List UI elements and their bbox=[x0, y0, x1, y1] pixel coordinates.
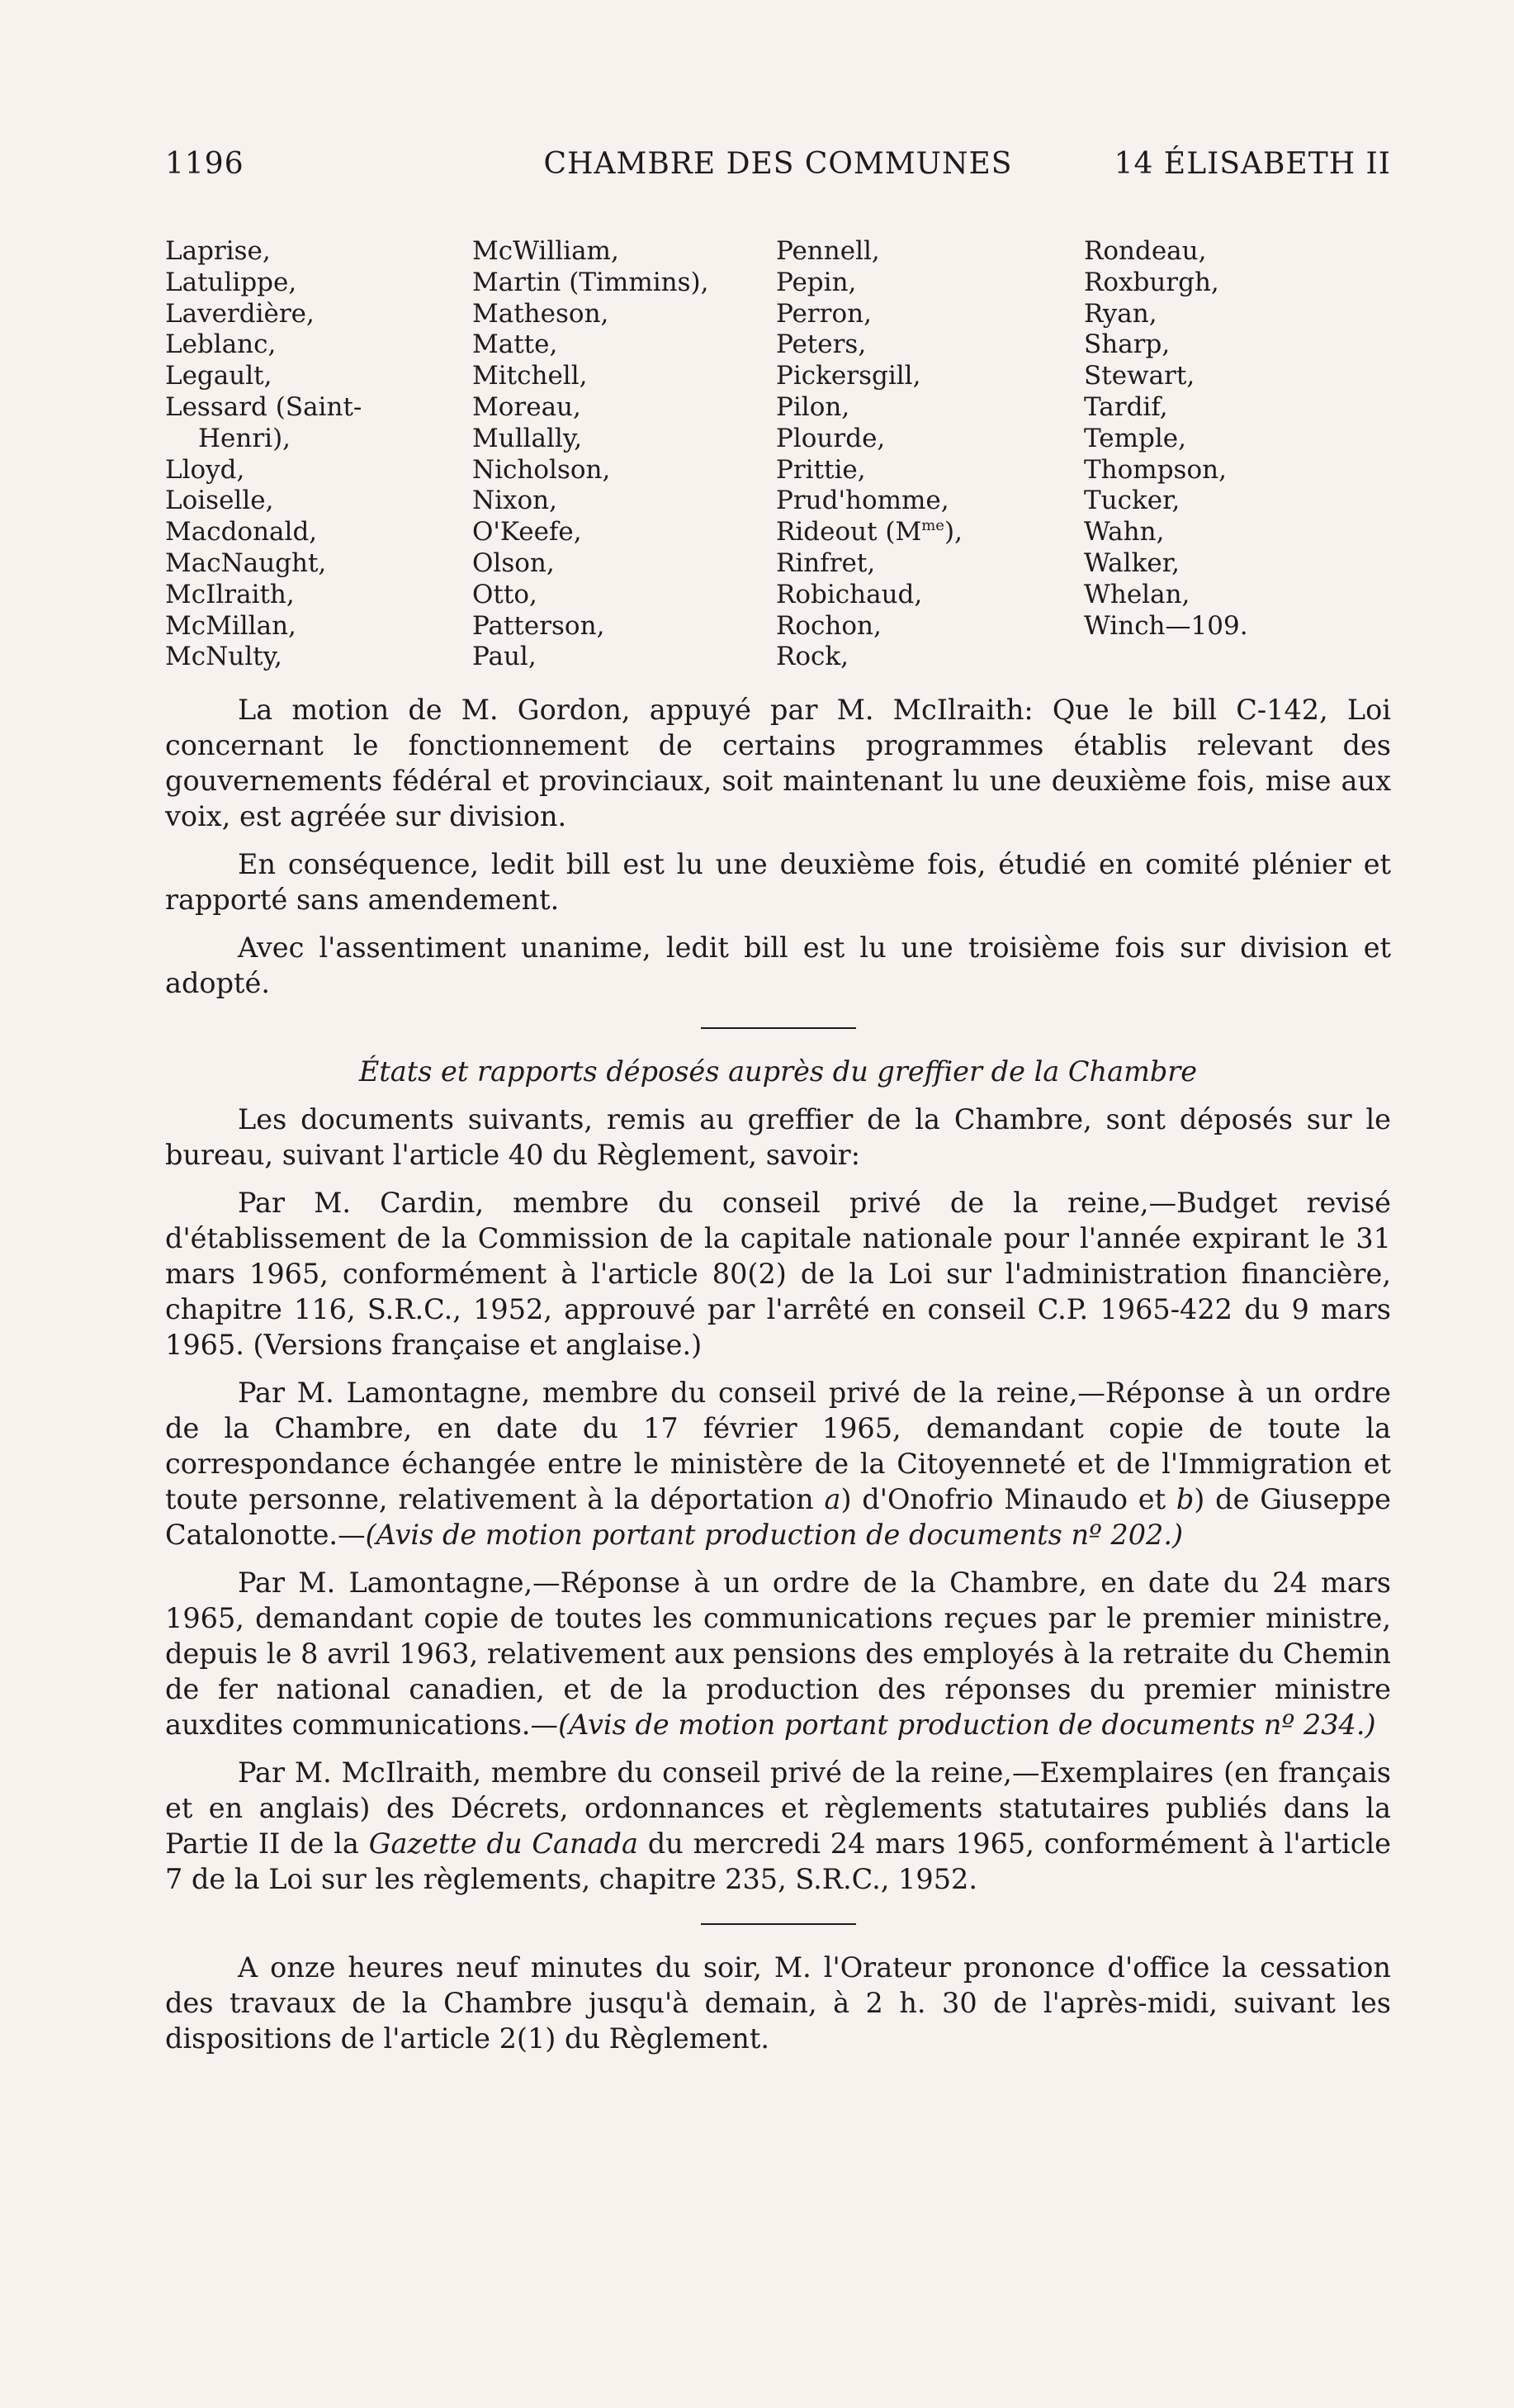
member-name: Olson, bbox=[472, 547, 555, 578]
member-name: Pickersgill, bbox=[776, 361, 921, 391]
member-name: Walker, bbox=[1084, 547, 1180, 578]
member-name: Nixon, bbox=[472, 486, 558, 516]
member-name: Tardif, bbox=[1084, 391, 1168, 422]
member-name: Martin (Timmins), bbox=[472, 267, 709, 297]
running-head bbox=[165, 147, 1391, 188]
member-name: McWilliam, bbox=[472, 236, 619, 266]
member-name: Rondeau, bbox=[1084, 236, 1207, 266]
section-divider bbox=[701, 1923, 856, 1925]
adjournment-paragraph: A onze heures neuf minutes du soir, M. l'Orateur prononce d'office la cessation des travaux de la Chambre jusqu'à demain, à 2 h. 30 de l'après-midi, suivant les dispositions de l'article 2(1) du Règlement. bbox=[165, 1951, 1391, 2055]
member-name: Rock, bbox=[776, 642, 849, 672]
member-name: Nicholson, bbox=[472, 454, 611, 485]
member-name: Mitchell, bbox=[472, 361, 588, 391]
member-name: Thompson, bbox=[1084, 454, 1227, 485]
member-name: Mullally, bbox=[472, 423, 583, 453]
member-name: Rochon, bbox=[776, 610, 882, 641]
member-name: Sharp, bbox=[1084, 329, 1171, 360]
member-name: Pepin, bbox=[776, 267, 857, 297]
member-name: Temple, bbox=[1084, 423, 1186, 453]
page-number: 1196 bbox=[165, 147, 244, 181]
member-name: Matheson, bbox=[472, 298, 609, 329]
regnal-year: 14 ÉLISABETH II bbox=[1114, 147, 1391, 181]
member-name: Legault, bbox=[165, 361, 272, 391]
member-name: Leblanc, bbox=[165, 329, 277, 360]
names-column-1 bbox=[165, 236, 362, 673]
member-name: Macdonald, bbox=[165, 517, 318, 547]
lamontagne-paragraph-1: Par M. Lamontagne, membre du conseil privé de la reine,—Réponse à un ordre de la Chambre, en date du 17 février 1965, demandant copie de toute la correspondance échangée entre le ministère de la Citoyenneté et de l'Immigration et toute personne, relativement à la déportation a) d'Onofrio Minaudo et b) de Giuseppe Catalonotte.—(Avis de motion portant production de documents nº 202.) bbox=[165, 1377, 1391, 1551]
names-column-3 bbox=[776, 236, 963, 673]
member-name: Peters, bbox=[776, 329, 867, 360]
member-name: Ryan, bbox=[1084, 298, 1157, 329]
member-name: MacNaught, bbox=[165, 547, 327, 578]
member-name: Prud'homme, bbox=[776, 486, 949, 516]
motion-paragraph: La motion de M. Gordon, appuyé par M. McIlraith: Que le bill C-142, Loi concernant le fonctionnement de certains programmes établis relevant des gouvernements fédéral et provinciaux, soit maintenant lu une deuxième fois, mise aux voix, est agréée sur division. bbox=[165, 694, 1391, 832]
section-divider bbox=[701, 1027, 856, 1029]
member-name: Lessard (Saint- bbox=[165, 391, 362, 422]
member-name: McIlraith, bbox=[165, 579, 295, 609]
member-name: Paul, bbox=[472, 642, 537, 672]
member-name: Prittie, bbox=[776, 454, 866, 485]
member-name: Robichaud, bbox=[776, 579, 923, 609]
member-name: Otto, bbox=[472, 579, 537, 609]
member-name-rideout bbox=[776, 517, 963, 548]
member-name: McMillan, bbox=[165, 610, 296, 641]
member-name: Roxburgh, bbox=[1084, 267, 1219, 297]
rideout-name: Rideout (M bbox=[776, 517, 922, 547]
cardin-paragraph: Par M. Cardin, membre du conseil privé de la reine,—Budget revisé d'établissement de la Commission de la capitale nationale pour l'année expirant le 31 mars 1965, conformément à l'article 80(2) de la Loi sur l'administration financière, chapitre 116, S.R.C., 1952, approuvé par l'arrêté en conseil C.P. 1965-422 du 9 mars 1965. (Versions française et anglaise.) bbox=[165, 1187, 1391, 1361]
member-name: Lloyd, bbox=[165, 454, 245, 485]
member-name-continued: Henri), bbox=[198, 423, 291, 453]
member-name: O'Keefe, bbox=[472, 517, 582, 547]
member-name: Pilon, bbox=[776, 391, 850, 422]
third-reading-paragraph: Avec l'assentiment unanime, ledit bill est lu une troisième fois sur division et adopté. bbox=[165, 931, 1391, 999]
member-name: Pennell, bbox=[776, 236, 880, 266]
member-name: Stewart, bbox=[1084, 361, 1195, 391]
member-name: Patterson, bbox=[472, 610, 605, 641]
lamontagne-paragraph-2: Par M. Lamontagne,—Réponse à un ordre de la Chambre, en date du 24 mars 1965, demandant copie de toutes les communications reçues par le premier ministre, depuis le 8 avril 1963, relativement aux pensions des employés à la retraite du Chemin de fer national canadien, et de la production des réponses du premier ministre auxdites communications.—(Avis de motion portant production de documents nº 234.) bbox=[165, 1567, 1391, 1741]
member-name: Plourde, bbox=[776, 423, 886, 453]
member-name: Rinfret, bbox=[776, 547, 876, 578]
member-name: Latulippe, bbox=[165, 267, 297, 297]
journal-text bbox=[165, 692, 1391, 2069]
member-name: Winch—109. bbox=[1084, 610, 1248, 641]
documents-intro-paragraph: Les documents suivants, remis au greffier de la Chambre, sont déposés sur le bureau, suivant l'article 40 du Règlement, savoir: bbox=[165, 1103, 1391, 1171]
names-column-4 bbox=[1084, 236, 1248, 642]
member-name: Wahn, bbox=[1084, 517, 1165, 547]
member-name: Matte, bbox=[472, 329, 558, 360]
second-reading-paragraph: En conséquence, ledit bill est lu une deuxième fois, étudié en comité plénier et rapporté sans amendement. bbox=[165, 848, 1391, 916]
member-name: Laverdière, bbox=[165, 298, 315, 329]
member-name: Loiselle, bbox=[165, 486, 274, 516]
section-heading: États et rapports déposés auprès du greffier de la Chambre bbox=[358, 1055, 1198, 1088]
mcilraith-paragraph: Par M. McIlraith, membre du conseil privé de la reine,—Exemplaires (en français et en anglais) des Décrets, ordonnances et règlements statutaires publiés dans la Partie II de la Gazette du Canada du mercredi 24 mars 1965, conformément à l'article 7 de la Loi sur les règlements, chapitre 235, S.R.C., 1952. bbox=[165, 1756, 1391, 1895]
member-name: Tucker, bbox=[1084, 486, 1180, 516]
rideout-suffix: ), bbox=[944, 517, 963, 547]
member-name: Moreau, bbox=[472, 391, 581, 422]
member-name: McNulty, bbox=[165, 642, 282, 672]
member-name: Perron, bbox=[776, 298, 872, 329]
names-column-2 bbox=[472, 236, 708, 673]
header-title: CHAMBRE DES COMMUNES bbox=[543, 147, 1013, 181]
member-name: Laprise, bbox=[165, 236, 271, 266]
rideout-superscript: me bbox=[921, 517, 944, 535]
member-name: Whelan, bbox=[1084, 579, 1190, 609]
